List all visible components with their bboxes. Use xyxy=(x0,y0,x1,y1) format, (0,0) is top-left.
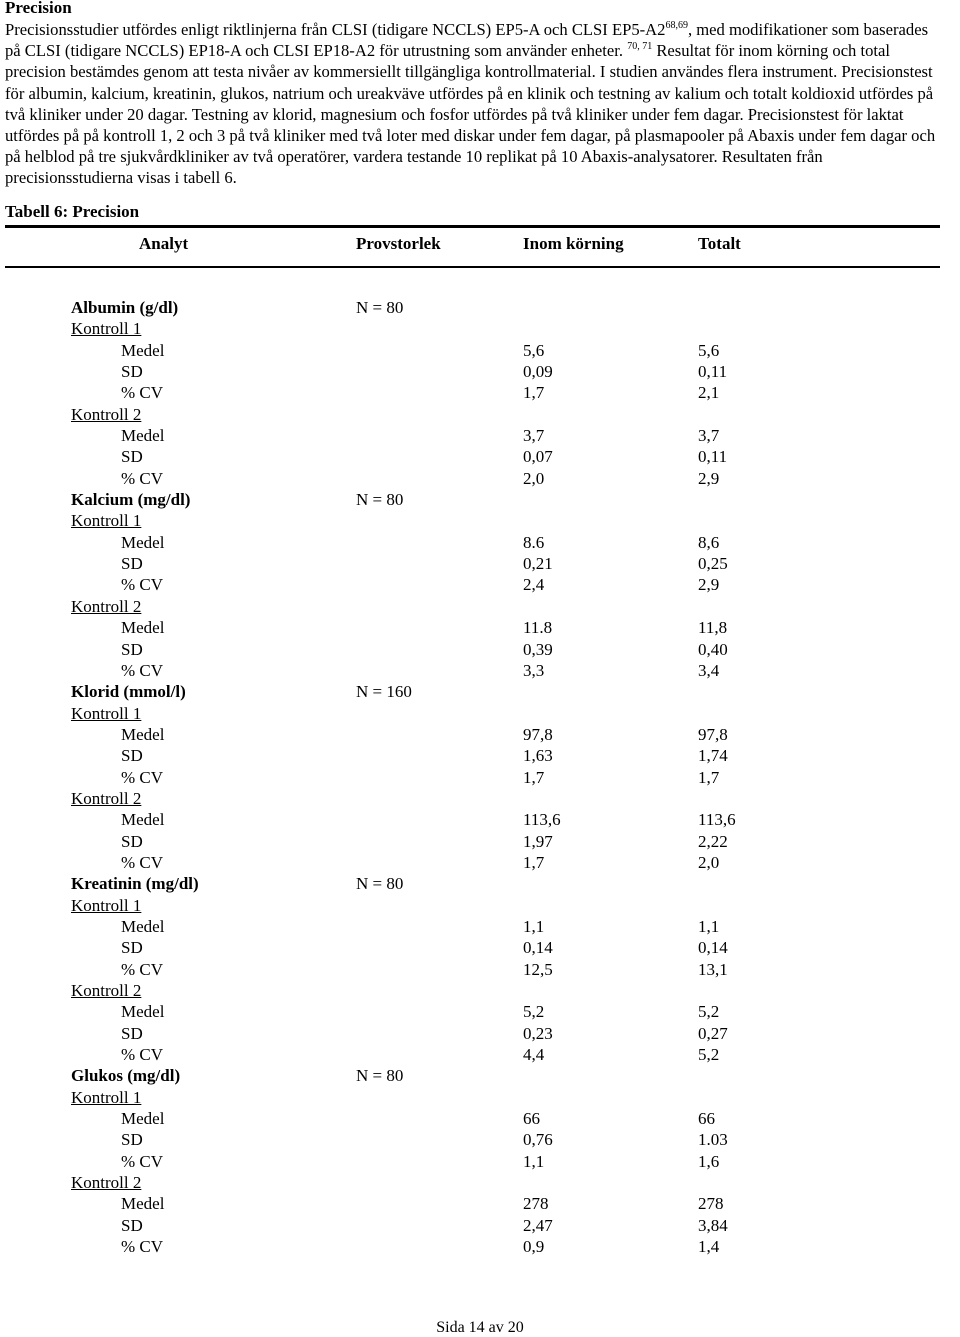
statistic-label: % CV xyxy=(121,767,164,787)
within-run-cell: 113,6 xyxy=(523,810,561,830)
statistic-label: SD xyxy=(121,1023,143,1043)
within-run-cell: 5,2 xyxy=(523,1002,545,1022)
total-cell: 0,40 xyxy=(698,639,728,659)
intro-text-2: , med modifikationer som baserades på CLSI (tidigare NCCLS) EP18-A och CLSI EP18-A2 för utrustning som använder enheter. xyxy=(5,20,929,61)
total-cell: 113,6 xyxy=(698,810,736,830)
within-run-cell: 0,9 xyxy=(523,1237,545,1257)
table-row xyxy=(0,980,960,1001)
header-sample-size: Provstorlek xyxy=(356,234,441,253)
table-row xyxy=(0,1044,960,1065)
table-row xyxy=(0,1215,960,1236)
within-run-cell: 2,4 xyxy=(523,575,545,595)
table-row xyxy=(0,532,960,553)
statistic-label: Medel xyxy=(121,724,165,744)
within-run-cell: 11.8 xyxy=(523,618,553,638)
section-heading: Precision xyxy=(5,0,72,17)
sample-size-cell: N = 80 xyxy=(356,490,404,510)
within-run-cell: 0,09 xyxy=(523,362,553,382)
within-run-cell: 66 xyxy=(523,1109,540,1129)
table-row xyxy=(0,446,960,467)
table-row xyxy=(0,297,960,318)
within-run-cell: 1,63 xyxy=(523,746,553,766)
within-run-cell: 0,76 xyxy=(523,1130,553,1150)
table-row xyxy=(0,767,960,788)
total-cell: 2,1 xyxy=(698,383,720,403)
analyte-label: Albumin (g/dl) xyxy=(71,298,179,317)
table-row xyxy=(0,1001,960,1022)
statistic-label: % CV xyxy=(121,1045,164,1065)
table-row xyxy=(0,382,960,403)
statistic-label: % CV xyxy=(121,660,164,680)
header-analyte: Analyt xyxy=(139,234,189,253)
statistic-label: % CV xyxy=(121,959,164,979)
within-run-cell: 97,8 xyxy=(523,724,553,744)
within-run-cell: 8.6 xyxy=(523,532,545,552)
sample-size-cell: N = 160 xyxy=(356,682,412,702)
statistic-label: SD xyxy=(121,1130,143,1150)
control-label: Kontroll 2 xyxy=(71,1173,142,1193)
total-cell: 0,27 xyxy=(698,1023,728,1043)
table-row xyxy=(0,873,960,894)
within-run-cell: 3,3 xyxy=(523,660,545,680)
table-row xyxy=(0,425,960,446)
page-footer: Sida 14 av 20 xyxy=(436,1319,524,1336)
control-label: Kontroll 1 xyxy=(71,319,142,339)
header-within-run: Inom körning xyxy=(523,234,624,253)
total-cell: 1,4 xyxy=(698,1237,720,1257)
statistic-label: Medel xyxy=(121,1002,165,1022)
within-run-cell: 1,7 xyxy=(523,852,545,872)
table-row xyxy=(0,1193,960,1214)
control-label: Kontroll 1 xyxy=(71,703,142,723)
statistic-label: Medel xyxy=(121,340,165,360)
table-row xyxy=(0,489,960,510)
total-cell: 11,8 xyxy=(698,618,728,638)
total-cell: 0,11 xyxy=(698,447,728,467)
table-row xyxy=(0,639,960,660)
within-run-cell: 12,5 xyxy=(523,959,553,979)
analyte-label: Glukos (mg/dl) xyxy=(71,1066,181,1086)
within-run-cell: 0,21 xyxy=(523,554,553,574)
total-cell: 66 xyxy=(698,1109,715,1129)
statistic-label: % CV xyxy=(121,1237,164,1257)
total-cell: 3,7 xyxy=(698,426,720,446)
table-row xyxy=(0,510,960,531)
statistic-label: SD xyxy=(121,746,143,766)
table-top-rule xyxy=(5,225,940,228)
statistic-label: % CV xyxy=(121,468,164,488)
control-label: Kontroll 1 xyxy=(71,1087,142,1107)
within-run-cell: 1,7 xyxy=(523,767,545,787)
statistic-label: Medel xyxy=(121,618,165,638)
statistic-label: Medel xyxy=(121,810,165,830)
table-row xyxy=(0,1087,960,1108)
within-run-cell: 1,1 xyxy=(523,916,545,936)
statistic-label: % CV xyxy=(121,1151,164,1171)
within-run-cell: 5,6 xyxy=(523,340,545,360)
statistic-label: Medel xyxy=(121,532,165,552)
table-row xyxy=(0,1236,960,1257)
table-row xyxy=(0,724,960,745)
table-row xyxy=(0,1151,960,1172)
table-row xyxy=(0,340,960,361)
statistic-label: SD xyxy=(121,639,143,659)
statistic-label: Medel xyxy=(121,1194,165,1214)
header-total: Totalt xyxy=(698,234,741,253)
statistic-label: % CV xyxy=(121,575,164,595)
intro-text-3: Resultat för inom körning och total precision bestämdes genom att testa nivåer av kommersiellt tillgängliga kontrollmaterial. I studien användes flera instrument. Precisionstest för albumin, kalcium, kreatinin, glukos, natrium och ureakväve utfördes på en klinik och testning av kalium och totalt koldioxid utfördes på två kliniker under 20 dagar. Testning av klorid, magnesium och fosfor utfördes på två kliniker under fem dagar. Precisionstest för laktat utfördes på på kontroll 1, 2 och 3 på två kliniker med två loter med diskar under fem dagar, på plasmapooler på Abaxis under fem dagar och på helblod på tre sjukvårdkliniker av två operatörer, vardera testande 10 replikat på 10 Abaxis-analysatorer. Resultaten från precisionsstudierna visas i tabell 6. xyxy=(5,41,936,188)
total-cell: 2,22 xyxy=(698,831,728,851)
table-row xyxy=(0,1065,960,1086)
table-row xyxy=(0,1023,960,1044)
within-run-cell: 0,39 xyxy=(523,639,553,659)
intro-text-1: Precisionsstudier utfördes enligt riktlinjerna från CLSI (tidigare NCCLS) EP5-A och CLSI EP5-A2 xyxy=(5,20,666,39)
total-cell: 0,14 xyxy=(698,938,728,958)
table-row xyxy=(0,745,960,766)
table-row xyxy=(0,1129,960,1150)
total-cell: 1,7 xyxy=(698,767,720,787)
table-row xyxy=(0,574,960,595)
table-row xyxy=(0,617,960,638)
within-run-cell: 278 xyxy=(523,1194,549,1214)
table-row xyxy=(0,361,960,382)
statistic-label: SD xyxy=(121,938,143,958)
table-row xyxy=(0,553,960,574)
table-row xyxy=(0,1172,960,1193)
table-row xyxy=(0,895,960,916)
total-cell: 0,11 xyxy=(698,362,728,382)
control-label: Kontroll 2 xyxy=(71,788,142,808)
table-row xyxy=(0,959,960,980)
control-label: Kontroll 1 xyxy=(71,895,142,915)
statistic-label: Medel xyxy=(121,1109,165,1129)
statistic-label: SD xyxy=(121,831,143,851)
within-run-cell: 0,07 xyxy=(523,447,553,467)
table-row xyxy=(0,681,960,702)
sample-size-cell: N = 80 xyxy=(356,1066,404,1086)
total-cell: 5,2 xyxy=(698,1045,720,1065)
statistic-label: SD xyxy=(121,1215,143,1235)
table-row xyxy=(0,916,960,937)
statistic-label: Medel xyxy=(121,426,165,446)
table-row xyxy=(0,831,960,852)
table-row xyxy=(0,703,960,724)
total-cell: 8,6 xyxy=(698,532,720,552)
sample-size-cell: N = 80 xyxy=(356,874,404,894)
total-cell: 2,9 xyxy=(698,468,720,488)
total-cell: 2,0 xyxy=(698,852,720,872)
statistic-label: SD xyxy=(121,447,143,467)
analyte-label: Kalcium (mg/dl) xyxy=(71,490,191,510)
statistic-label: % CV xyxy=(121,852,164,872)
reference-superscript: 70, 71 xyxy=(627,41,653,53)
total-cell: 5,6 xyxy=(698,340,720,360)
total-cell: 2,9 xyxy=(698,575,720,595)
within-run-cell: 1,7 xyxy=(523,383,545,403)
table-row xyxy=(0,404,960,425)
within-run-cell: 2,47 xyxy=(523,1215,553,1235)
intro-paragraph xyxy=(5,19,940,189)
control-label: Kontroll 2 xyxy=(71,404,142,424)
analyte-label: Klorid (mmol/l) xyxy=(71,682,186,702)
total-cell: 0,25 xyxy=(698,554,728,574)
table-row xyxy=(0,660,960,681)
table-row xyxy=(0,468,960,489)
total-cell: 1,6 xyxy=(698,1151,720,1171)
total-cell: 5,2 xyxy=(698,1002,720,1022)
table-row xyxy=(0,1108,960,1129)
analyte-label: Kreatinin (mg/dl) xyxy=(71,874,199,894)
total-cell: 3,84 xyxy=(698,1215,728,1235)
total-cell: 1,74 xyxy=(698,746,728,766)
sample-size-cell: N = 80 xyxy=(356,298,404,317)
within-run-cell: 1,1 xyxy=(523,1151,545,1171)
total-cell: 1.03 xyxy=(698,1130,728,1150)
statistic-label: SD xyxy=(121,554,143,574)
total-cell: 97,8 xyxy=(698,724,728,744)
control-label: Kontroll 2 xyxy=(71,596,142,616)
within-run-cell: 0,14 xyxy=(523,938,553,958)
table-row xyxy=(0,788,960,809)
within-run-cell: 3,7 xyxy=(523,426,545,446)
table-row xyxy=(0,596,960,617)
table-row xyxy=(0,937,960,958)
within-run-cell: 1,97 xyxy=(523,831,553,851)
statistic-label: % CV xyxy=(121,383,164,403)
within-run-cell: 0,23 xyxy=(523,1023,553,1043)
control-label: Kontroll 2 xyxy=(71,981,142,1000)
table-row xyxy=(0,809,960,830)
within-run-cell: 4,4 xyxy=(523,1045,545,1065)
control-label: Kontroll 1 xyxy=(71,511,142,531)
table-row xyxy=(0,318,960,339)
table-caption: Tabell 6: Precision xyxy=(5,202,140,221)
total-cell: 278 xyxy=(698,1194,724,1214)
within-run-cell: 2,0 xyxy=(523,468,545,488)
total-cell: 3,4 xyxy=(698,660,720,680)
table-header-rule xyxy=(5,266,940,268)
total-cell: 1,1 xyxy=(698,916,720,936)
statistic-label: SD xyxy=(121,362,143,382)
reference-superscript: 68,69 xyxy=(665,20,688,31)
total-cell: 13,1 xyxy=(698,959,728,979)
table-row xyxy=(0,852,960,873)
precision-table-body xyxy=(0,297,960,1257)
statistic-label: Medel xyxy=(121,916,165,936)
